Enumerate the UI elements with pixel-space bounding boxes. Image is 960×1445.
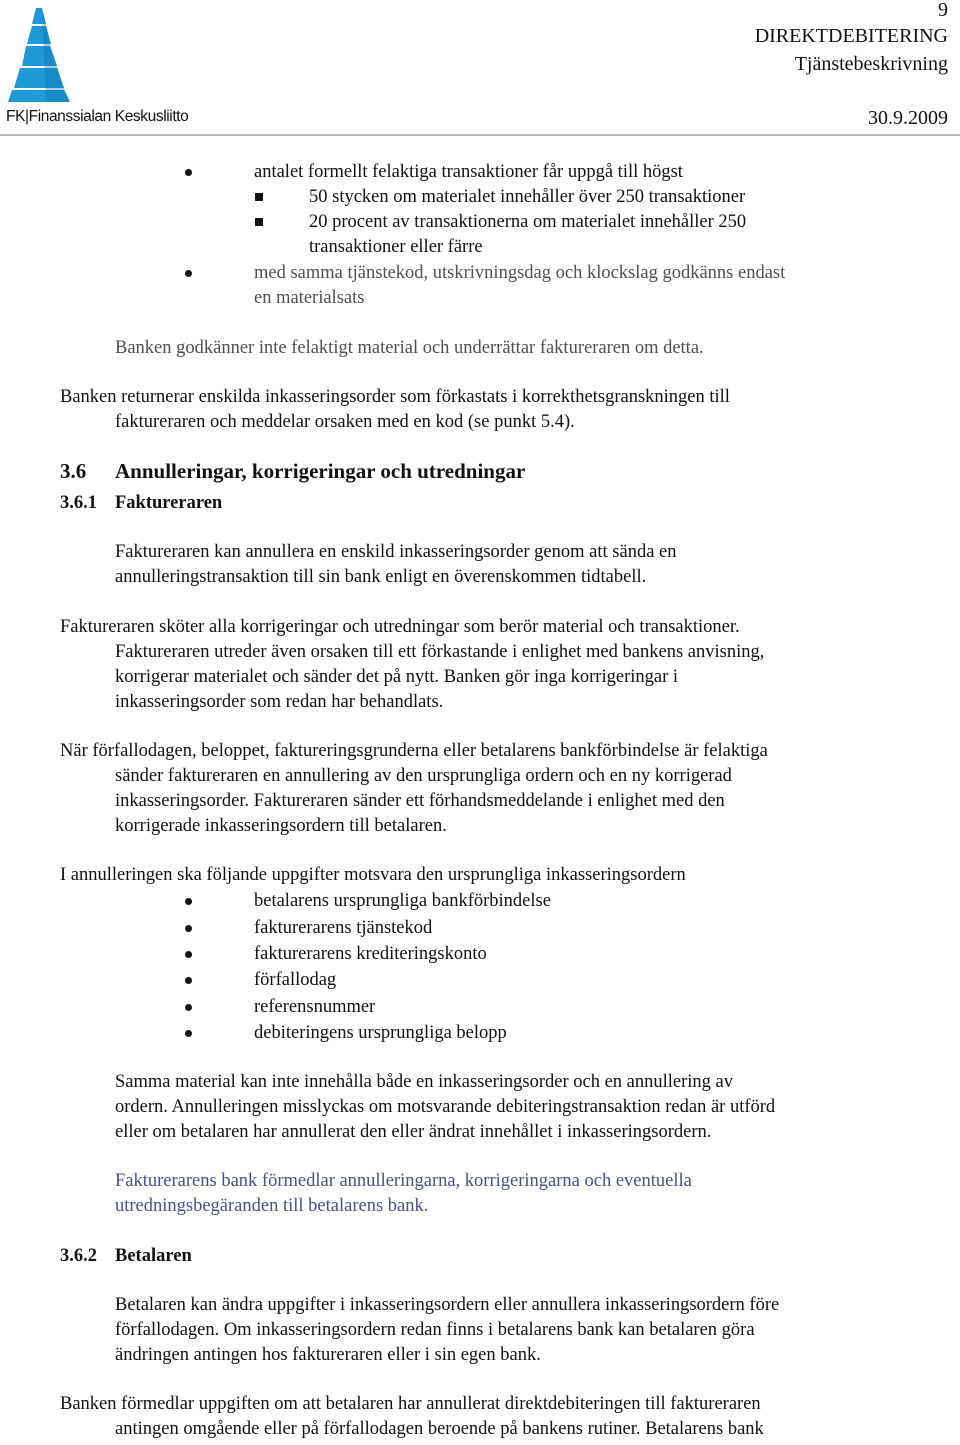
list-item: debiteringens ursprungliga belopp [254,1021,507,1046]
list-item: referensnummer [254,995,375,1020]
list-item-cont: transaktioner eller färre [309,237,483,257]
logo-text: FK|Finanssialan Keskusliitto [6,108,189,125]
list-item: fakturerarens krediteringskonto [254,942,487,967]
paragraph-cont: korrigerar materialet och sänder det på nytt. Banken gör inga korrigeringar i [115,667,679,687]
paragraph-cont: faktureraren och meddelar orsaken med en kod (se punkt 5.4). [115,412,575,432]
list-item: betalarens ursprungliga bankförbindelse [254,889,551,914]
doc-subtitle: Tjänstebeskrivning [794,53,948,75]
logo-mark-icon [2,4,82,104]
paragraph: Banken returnerar enskilda inkasseringsorder som förkastats i korrekthetsgranskningen till [60,387,730,407]
logo [2,4,189,128]
subsection-number: 3.6.2 [60,1246,97,1266]
list-item: förfallodag [254,968,336,993]
header-rule [0,134,960,136]
paragraph-cont: ordern. Annulleringen misslyckas om motsvarande debiteringstransaktion redan är utförd [115,1097,776,1117]
paragraph-cont: antingen omgående eller på förfallodagen beroende på bankens rutiner. Betalarens bank [115,1419,764,1439]
list-item: antalet formellt felaktiga transaktioner får uppgå till högst [254,160,683,185]
list-item-cont: en materialsats [254,288,365,308]
paragraph: Betalaren kan ändra uppgifter i inkasseringsordern eller annullera inkasseringsordern före [115,1295,780,1315]
paragraph: Faktureraren kan annullera en enskild inkasseringsorder genom att sända en [115,542,677,562]
square-bullet-icon [255,193,263,201]
paragraph-cont: förfallodagen. Om inkasseringsordern redan finns i betalarens bank kan betalaren göra [115,1320,755,1340]
paragraph-cont: sänder faktureraren en annullering av den ursprungliga ordern och en ny korrigerad [115,766,732,786]
paragraph: I annulleringen ska följande uppgifter motsvara den ursprungliga inkasseringsordern [60,865,686,885]
page-number: 9 [938,0,948,21]
paragraph-cont: inkasseringsorder som redan har behandlats. [115,692,444,712]
paragraph: Banken förmedlar uppgiften om att betalaren har annullerat direktdebiteringen till faktureraren [60,1394,761,1414]
paragraph: När förfallodagen, beloppet, faktureringsgrunderna eller betalarens bankförbindelse är felaktiga [60,741,768,761]
paragraph: Faktureraren sköter alla korrigeringar och utredningar som berör material och transaktioner. [60,617,740,637]
paragraph-cont: ändringen antingen hos faktureraren eller i sin egen bank. [115,1345,541,1365]
subsection-heading: Betalaren [115,1246,192,1266]
list-item: 20 procent av transaktionerna om materialet innehåller 250 [309,212,747,232]
list-item: fakturerarens tjänstekod [254,916,432,941]
doc-date: 30.9.2009 [868,107,948,129]
list-item: 50 stycken om materialet innehåller över 250 transaktioner [309,187,746,207]
section-heading: Annulleringar, korrigeringar och utredningar [115,459,526,483]
doc-title: DIREKTDEBITERING [754,25,948,47]
paragraph-cont: inkasseringsorder. Faktureraren sänder ett förhandsmeddelande i enlighet med den [115,791,725,811]
section-number: 3.6 [60,459,87,483]
paragraph-cont: Faktureraren utreder även orsaken till ett förkastande i enlighet med bankens anvisning, [115,642,765,662]
paragraph-cont: utredningsbegäranden till betalarens bank. [115,1196,429,1216]
subsection-heading: Faktureraren [115,493,223,513]
paragraph: Banken godkänner inte felaktigt material och underrättar faktureraren om detta. [115,338,704,358]
paragraph: Fakturerarens bank förmedlar annulleringarna, korrigeringarna och eventuella [115,1171,692,1191]
paragraph-cont: korrigerade inkasseringsordern till betalaren. [115,816,447,836]
list-item: med samma tjänstekod, utskrivningsdag och klockslag godkänns endast [254,261,785,286]
square-bullet-icon [255,218,263,226]
paragraph: Samma material kan inte innehålla både en inkasseringsorder och en annullering av [115,1072,733,1092]
paragraph-cont: annulleringstransaktion till sin bank enligt en överenskommen tidtabell. [115,567,647,587]
paragraph-cont: eller om betalaren har annullerat den eller ändrat innehållet i inkasseringsordern. [115,1122,712,1142]
subsection-number: 3.6.1 [60,493,97,513]
